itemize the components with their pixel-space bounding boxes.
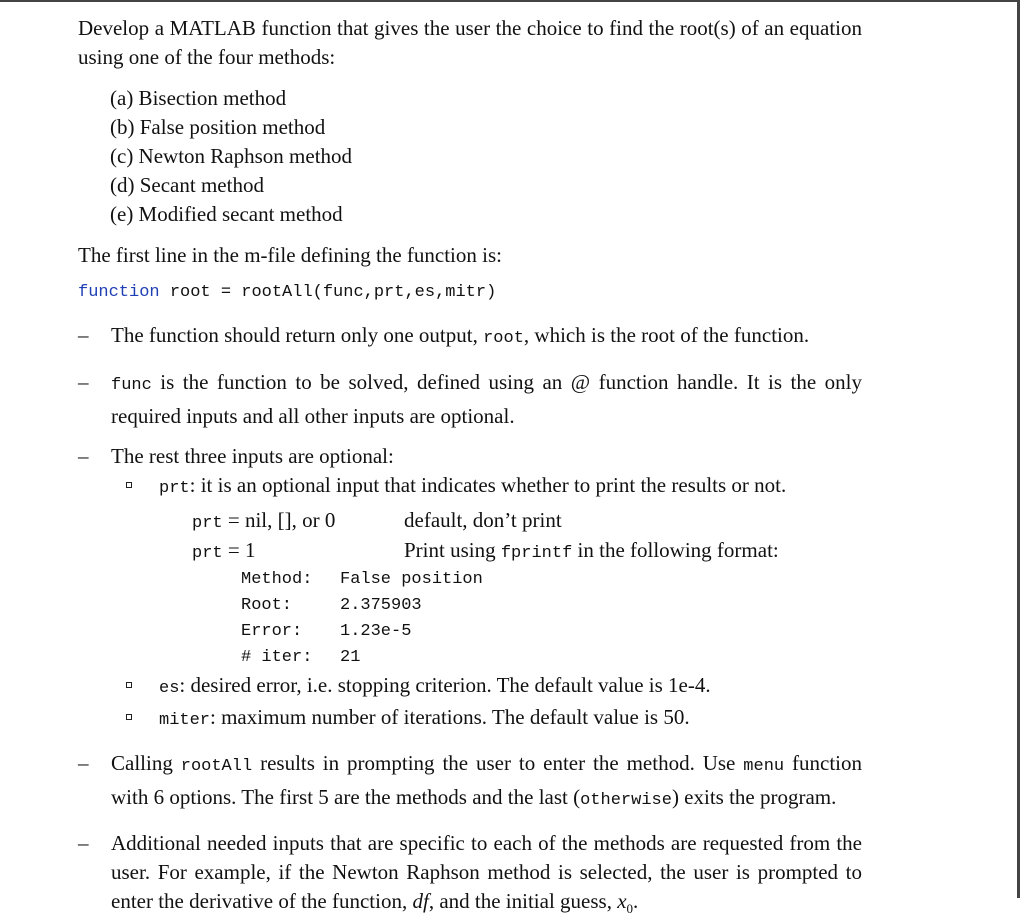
prt-option-row: prt = nil, [], or 0 default, don’t print [192,508,562,533]
dash-marker: – [78,323,89,347]
methods-list [110,84,862,229]
method-item: (c) Newton Raphson method [110,144,353,168]
inline-code: root [483,329,524,348]
function-signature [78,280,862,306]
square-bullet [126,714,132,720]
first-line-caption: The first line in the m-file defining the function is: [78,243,502,267]
sample-output [241,565,862,669]
requirement-item-optional-inputs: – The rest three inputs are optional: prt: it is an optional input that indicates whether to print the results or not. prt = nil, [], or 0 default, don’t print prt = 1 Print using fprintf in the following format: Method: False position Root: 2.375903 Error: 1.23e-5 # iter: 21 es: desired error, i.e. stopping criterion. The default value is 1e-4. miter: maximum number of iterations. The default value is 50. [78,441,862,735]
square-bullet [126,682,132,688]
dash-marker: – [78,831,89,855]
dash-marker: – [78,370,89,394]
inline-code: es [159,679,180,698]
output-row: Method: False position [241,570,483,589]
method-item: (e) Modified secant method [110,202,343,226]
output-row: Root: 2.375903 [241,596,422,615]
dash-marker: – [78,444,89,468]
requirement-item-output: – The function should return only one output, root, which is the root of the function. [78,320,862,354]
prt-option-row: prt = 1 Print using fprintf in the following format: [192,538,779,563]
requirement-item-menu: – Calling rootAll results in prompting the user to enter the method. Use menu function with 6 options. The first 5 are the methods and the last (otherwise) exits the program. [78,748,862,816]
code-signature: root = rootAll(func,prt,es,mitr) [159,283,497,302]
sub-item-prt: prt: it is an optional input that indicates whether to print the results or not. [78,471,862,503]
output-row: Error: 1.23e-5 [241,622,412,641]
requirement-item-func: – func is the function to be solved, defined using an @ function handle. It is the only required inputs and all other inputs are optional. [78,367,862,431]
method-item: (d) Secant method [110,173,264,197]
intro-paragraph: Develop a MATLAB function that gives the user the choice to find the root(s) of an equation using one of the four methods: [78,16,862,69]
inline-code: menu [743,757,785,776]
inline-code: otherwise [580,791,672,810]
inline-code: rootAll [180,757,253,776]
sub-item-miter: miter: maximum number of iterations. The default value is 50. [78,703,862,735]
method-item: (a) Bisection method [110,86,287,110]
sub-item-es: es: desired error, i.e. stopping criterion. The default value is 1e-4. [78,671,862,703]
requirement-item-additional-inputs: – Additional needed inputs that are specific to each of the methods are requested from the user. For example, if the Newton Raphson method is selected, the user is prompted to enter the derivative of the function, df, and the initial guess, $x_0$. [78,831,862,917]
code-keyword: function [78,283,160,302]
output-row: # iter: 21 [241,648,361,667]
square-bullet [126,482,132,488]
method-item: (b) False position method [110,115,326,139]
assignment-document [78,14,862,923]
inline-code: miter [159,711,211,730]
inline-code: prt [159,479,190,498]
dash-marker: – [78,751,89,775]
inline-code: func [111,376,152,395]
